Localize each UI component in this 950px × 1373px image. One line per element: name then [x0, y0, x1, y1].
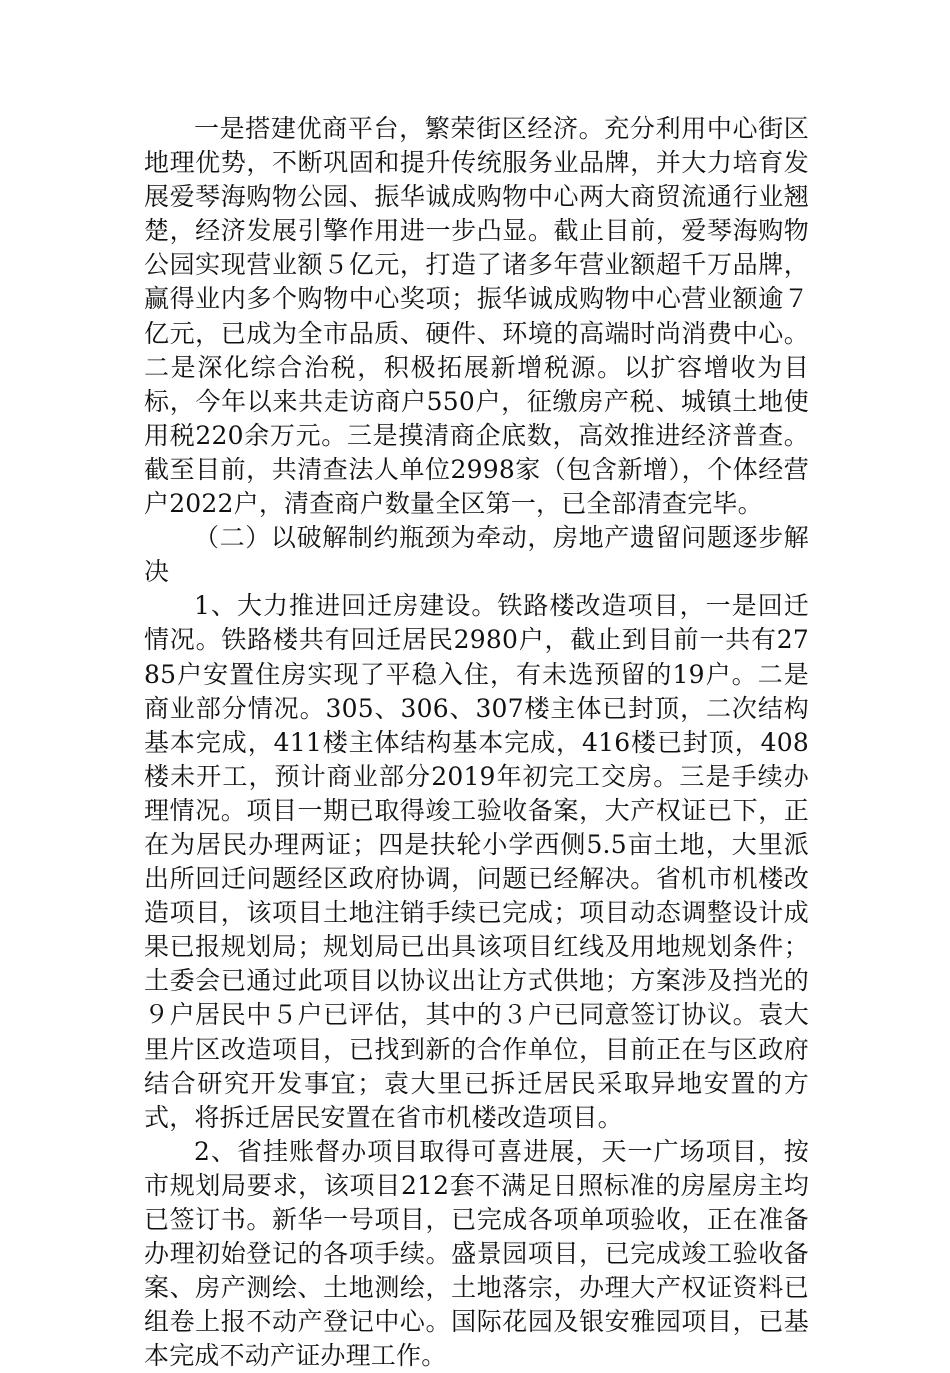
paragraph-relocation-housing: 1、大力推进回迁房建设。铁路楼改造项目，一是回迁情况。铁路楼共有回迁居民2980户，截止到目前一共有2785户安置住房实现了平稳入住，有未选预留的19户。二是商业部分情况。305、306、307楼主体已封顶，二次结构基本完成，411楼主体结构基本完成，416楼已封顶，408楼未开工，预计商业部分2019年初完工交房。三是手续办理情况。项目一期已取得竣工验收备案，大产权证已下，正在为居民办理两证；四是扶轮小学西侧5.5亩土地，大里派出所回迁问题经区政府协调，问题已经解决。省机市机楼改造项目，该项目土地注销手续已完成；项目动态调整设计成果已报规划局；规划局已出具该项目红线及用地规划条件；土委会已通过此项目以协议出让方式供地；方案涉及挡光的９户居民中５户已评估，其中的３户已同意签订协议。袁大里片区改造项目，已找到新的合作单位，目前正在与区政府结合研究开发事宜；袁大里已拆迁居民采取异地安置的方式，将拆迁居民安置在省市机楼改造项目。 — [144, 591, 809, 1132]
paragraph-business-district: 一是搭建优商平台，繁荣街区经济。充分利用中心街区地理优势，不断巩固和提升传统服务业品牌，并大力培育发展爱琴海购物公园、振华诚成购物中心两大商贸流通行业翘楚，经济发展引擎作用进一步凸显。截止目前，爱琴海购物公园实现营业额５亿元，打造了诸多年营业额超千万品牌，赢得业内多个购物中心奖项；振华诚成购物中心营业额逾７亿元，已成为全市品质、硬件、环境的高端时尚消费中心。二是深化综合治税，积极拓展新增税源。以扩容增收为目标，今年以来共走访商户550户，征缴房产税、城镇土地使用税220余万元。三是摸清商企底数，高效推进经济普查。截至目前，共清查法人单位2998家（包含新增），个体经营户2022户，清查商户数量全区第一，已全部清查完毕。 — [144, 114, 809, 519]
paragraph-supervised-projects: 2、省挂账督办项目取得可喜进展，天一广场项目，按市规划局要求，该项目212套不满足日照标准的房屋房主均已签订书。新华一号项目，已完成各项单项验收，正在准备办理初始登记的各项手续。盛景园项目，已完成竣工验收备案、房产测绘、土地测绘，土地落宗，办理大产权证资料已组卷上报不动产登记中心。国际花园及银安雅园项目，已基本完成不动产证办理工作。 — [144, 1136, 809, 1371]
section-heading-real-estate: （二）以破解制约瓶颈为牵动，房地产遗留问题逐步解决 — [144, 523, 809, 587]
document-body — [144, 112, 809, 1373]
